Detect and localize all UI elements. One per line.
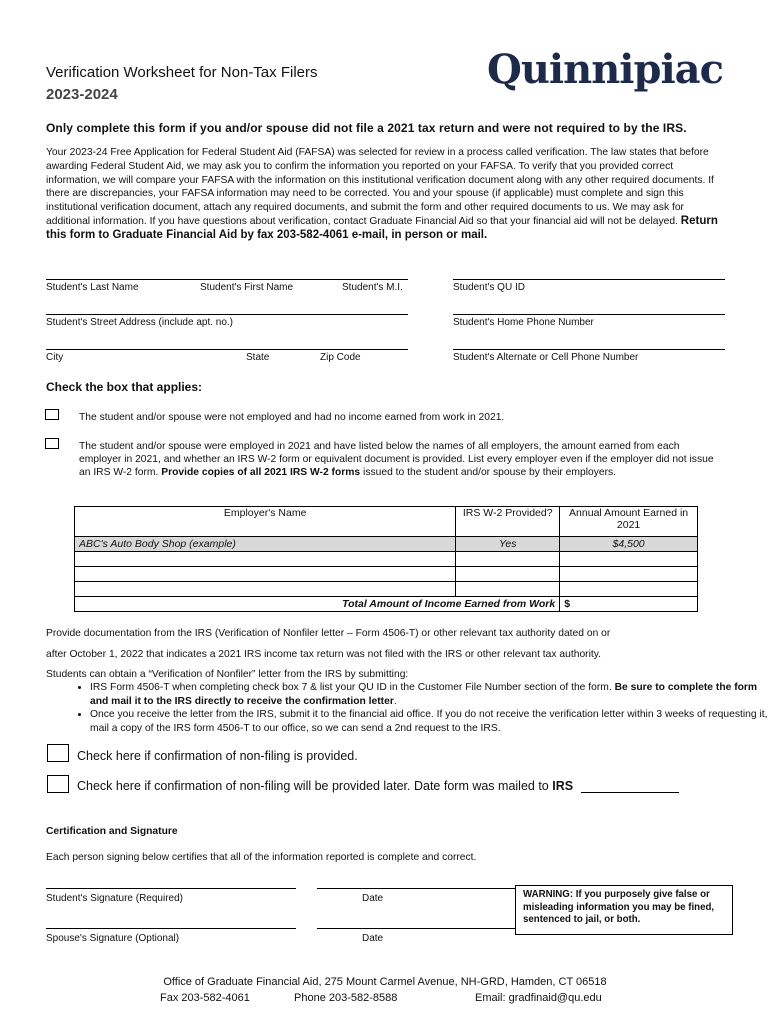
confirmation-provided-label: Check here if confirmation of non-filing is provided. bbox=[77, 749, 358, 763]
office-address: Office of Graduate Financial Aid, 275 Mount Carmel Avenue, NH-GRD, Hamden, CT 06518 bbox=[163, 976, 607, 988]
table-row[interactable] bbox=[75, 567, 698, 582]
spouse-signature-line[interactable] bbox=[46, 928, 296, 929]
employed-checkbox[interactable] bbox=[45, 438, 59, 449]
cell-phone-label: Student's Alternate or Cell Phone Number bbox=[453, 352, 639, 363]
employer-column-header: Employer's Name bbox=[75, 507, 456, 537]
last-name-label: Student's Last Name bbox=[46, 282, 139, 293]
name-line[interactable] bbox=[46, 279, 408, 280]
city-label: City bbox=[46, 352, 64, 363]
check-heading: Check the box that applies: bbox=[46, 380, 203, 394]
total-label: Total Amount of Income Earned from Work bbox=[75, 597, 560, 612]
confirmation-later-checkbox[interactable] bbox=[47, 775, 69, 793]
employed-option bbox=[79, 440, 719, 479]
employed-option-text: The student and/or spouse were employed in 2021 and have listed below the names of all employers, the amount earned from each employer in 2021, and whether an IRS W-2 form or equivalent document is provided. List every employer even if the employer did not issue an IRS W-2 form. bbox=[79, 441, 714, 478]
eligibility-notice: Only complete this form if you and/or spouse did not file a 2021 tax return and were not required to by the IRS. bbox=[46, 121, 687, 135]
certification-text: Each person signing below certifies that all of the information reported is complete and correct. bbox=[46, 852, 477, 863]
state-label: State bbox=[246, 352, 270, 363]
list-item: • Once you receive the letter from the IRS, submit it to the financial aid office. If you do not receive the verification letter within 3 weeks of requesting it, mail a copy of the IRS form 4506-T to our office, so we can send a 2nd request to the IRS. bbox=[90, 708, 770, 735]
step-1-bold: Be sure to complete the form and mail it to the IRS directly to receive the confirmation letter bbox=[90, 682, 758, 707]
office-email[interactable]: Email: gradfinaid@qu.edu bbox=[475, 992, 602, 1004]
total-row bbox=[75, 597, 698, 612]
student-date-line[interactable] bbox=[317, 888, 515, 889]
confirmation-provided-checkbox[interactable] bbox=[47, 744, 69, 762]
table-header-row bbox=[75, 507, 698, 537]
example-row bbox=[75, 537, 698, 552]
docs-line-3: Students can obtain a “Verification of Nonfiler” letter from the IRS by submitting: bbox=[46, 669, 409, 680]
student-date-label: Date bbox=[362, 893, 384, 904]
warning-box: WARNING: If you purposely give false or misleading information you may be fined, sentenced to jail, or both. bbox=[515, 885, 733, 935]
nonfiler-steps bbox=[46, 681, 770, 735]
total-amount-field[interactable]: $ bbox=[560, 597, 698, 612]
table-row[interactable] bbox=[75, 552, 698, 567]
home-phone-label: Student's Home Phone Number bbox=[453, 317, 594, 328]
docs-line-2: after October 1, 2022 that indicates a 2021 IRS income tax return was not filed with the IRS or other relevant tax authority. bbox=[46, 649, 601, 660]
student-signature-line[interactable] bbox=[46, 888, 296, 889]
no-income-checkbox[interactable] bbox=[45, 409, 59, 420]
amount-column-header: Annual Amount Earned in 2021 bbox=[560, 507, 698, 537]
step-1-text: IRS Form 4506-T when completing check box 7 & list your QU ID in the Customer File Number section of the form. bbox=[90, 682, 612, 693]
form-title: Verification Worksheet for Non-Tax Filers bbox=[46, 64, 318, 81]
qu-id-label: Student's QU ID bbox=[453, 282, 525, 293]
return-instructions: Return this form to Graduate Financial Aid by fax 203-582-4061 e-mail, in person or mail. bbox=[46, 214, 718, 241]
w2-column-header: IRS W-2 Provided? bbox=[456, 507, 560, 537]
no-income-option: The student and/or spouse were not employed and had no income earned from work in 2021. bbox=[79, 412, 505, 423]
employed-option-tail: issued to the student and/or spouse by their employers. bbox=[363, 467, 617, 478]
office-fax: Fax 203-582-4061 bbox=[160, 992, 250, 1004]
first-name-label: Student's First Name bbox=[200, 282, 294, 293]
example-w2: Yes bbox=[456, 537, 560, 552]
certification-heading: Certification and Signature bbox=[46, 826, 178, 837]
city-line[interactable] bbox=[46, 349, 408, 350]
home-phone-line[interactable] bbox=[453, 314, 725, 315]
intro-paragraph bbox=[46, 146, 726, 243]
spouse-date-label: Date bbox=[362, 933, 384, 944]
zip-label: Zip Code bbox=[320, 352, 361, 363]
intro-text: Your 2023-24 Free Application for Federal Student Aid (FAFSA) was selected for review in a process called verification. The law states that before awarding Federal Student Aid, we may ask you to confirm the information you reported on your FAFSA. To verify that you provided correct information, we will compare your FAFSA with the information on this institutional verification document along with any other required documents. If there are discrepancies, your FAFSA information may need to be corrected. You and your spouse (if applicable) must complete and sign this institutional verification document, attach any required documents, and submit the form and other required documents to us. We may ask for additional information. If you have questions about verification, contact Graduate Financial Aid so that your financial aid will not be delayed. bbox=[46, 147, 714, 227]
confirmation-later-label bbox=[77, 779, 573, 793]
street-label: Student's Street Address (include apt. no.) bbox=[46, 317, 234, 328]
list-item: • IRS Form 4506-T when completing check box 7 & list your QU ID in the Customer File Number section of the form. Be sure to complete the form and mail it to the IRS directly to receive the confirmation letter. bbox=[90, 681, 770, 708]
street-line[interactable] bbox=[46, 314, 408, 315]
docs-line-1: Provide documentation from the IRS (Verification of Nonfiler letter – Form 4506-T) or other relevant tax authority dated on or bbox=[46, 628, 611, 639]
qu-id-line[interactable] bbox=[453, 279, 725, 280]
example-amount: $4,500 bbox=[560, 537, 698, 552]
spouse-signature-label: Spouse's Signature (Optional) bbox=[46, 933, 180, 944]
mail-date-line[interactable] bbox=[581, 792, 679, 793]
irs-label: IRS bbox=[552, 779, 574, 793]
employer-table bbox=[74, 506, 698, 612]
confirmation-later-text: Check here if confirmation of non-filing will be provided later. Date form was mailed to bbox=[77, 779, 549, 793]
spouse-date-line[interactable] bbox=[317, 928, 515, 929]
cell-phone-line[interactable] bbox=[453, 349, 725, 350]
office-phone: Phone 203-582-8588 bbox=[294, 992, 398, 1004]
quinnipiac-logo: Quinnipiac bbox=[487, 46, 723, 93]
award-year: 2023-2024 bbox=[46, 86, 118, 103]
mi-label: Student's M.I. bbox=[342, 282, 403, 293]
student-signature-label: Student's Signature (Required) bbox=[46, 893, 183, 904]
table-row[interactable] bbox=[75, 582, 698, 597]
example-employer: ABC's Auto Body Shop (example) bbox=[75, 537, 456, 552]
w2-requirement: Provide copies of all 2021 IRS W-2 forms bbox=[161, 467, 361, 478]
